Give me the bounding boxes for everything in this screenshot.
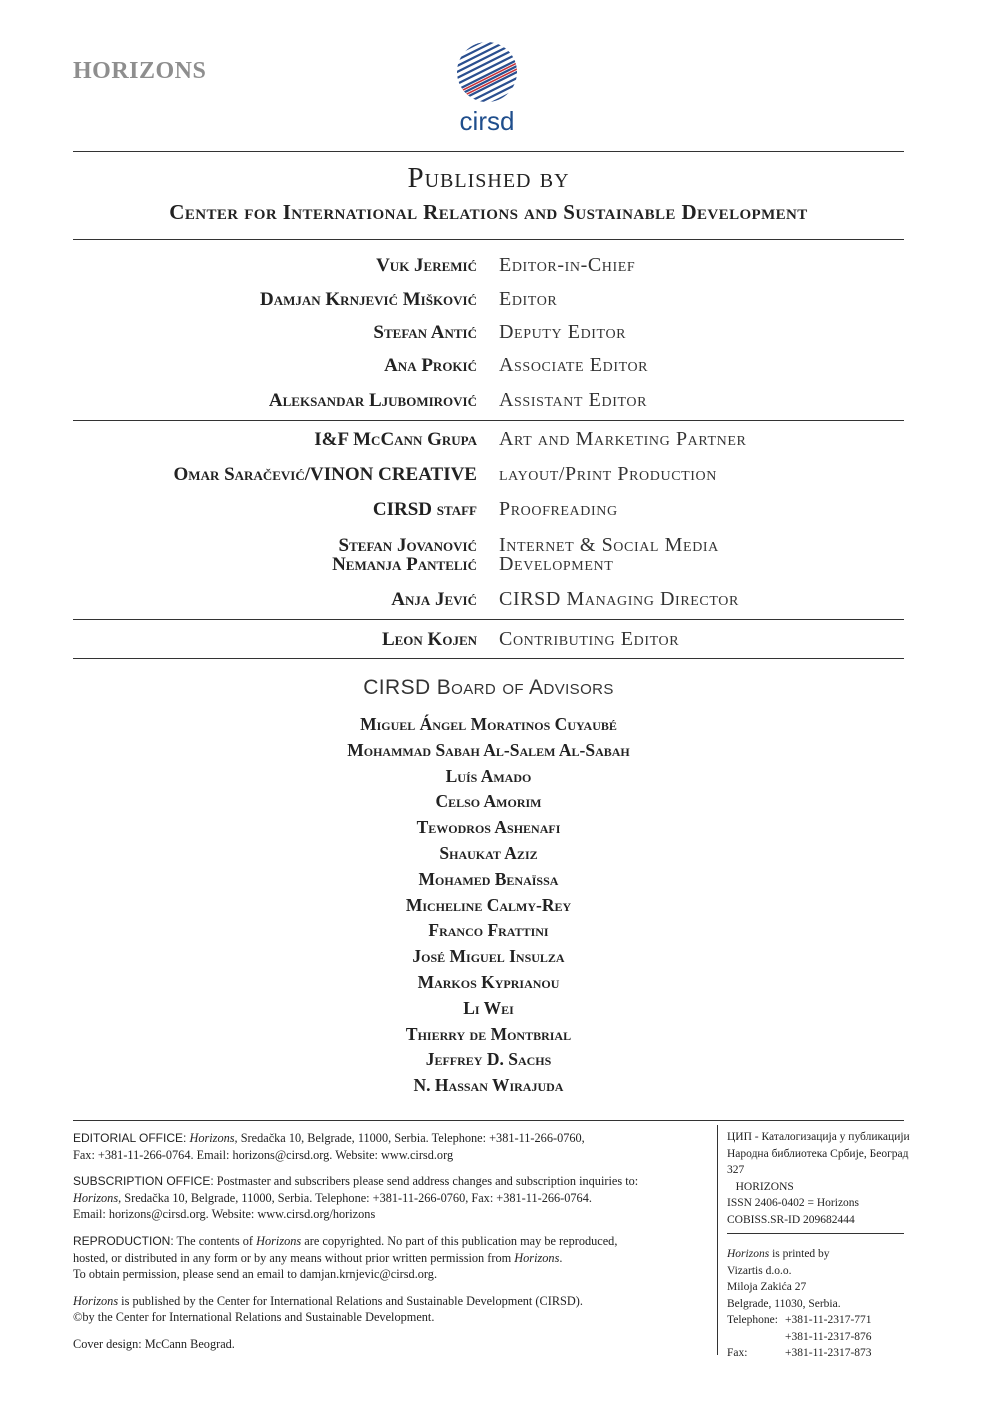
staff-name: Vuk Jeremić xyxy=(376,255,477,276)
printer-heading-text: is printed by xyxy=(769,1248,830,1260)
copyright-text: ©by the Center for International Relations and Sustainable Development. xyxy=(73,1310,435,1325)
masthead-bottom-divider xyxy=(73,658,904,659)
cip-line: 327 xyxy=(727,1164,745,1176)
subscription-contact: Email: horizons@cirsd.org. Website: www.cirsd.org/horizons xyxy=(73,1207,376,1222)
advisor-name: Jeffrey D. Sachs xyxy=(425,1049,552,1070)
printer-line: Belgrade, 11030, Serbia. xyxy=(727,1297,841,1310)
masthead-divider xyxy=(73,619,904,620)
editorial-label: EDITORIAL OFFICE: xyxy=(73,1131,187,1145)
staff-role: Proofreading xyxy=(499,498,618,520)
subscription-label: SUBSCRIPTION OFFICE: xyxy=(73,1174,214,1189)
footer-info xyxy=(73,1130,713,1363)
staff-name: CIRSD staff xyxy=(372,499,477,520)
reproduction-text: . xyxy=(559,1250,563,1265)
reproduction-text: hosted, or distributed in any form or by any means without prior written permission from xyxy=(73,1250,515,1265)
staff-name: Leon Kojen xyxy=(381,629,477,650)
staff-name: Damjan Krnjević Mišković xyxy=(260,289,477,310)
advisor-name: José Miguel Insulza xyxy=(412,946,565,967)
subscription-office xyxy=(73,1173,713,1223)
staff-name: Aleksandar Ljubomirović xyxy=(268,390,477,411)
fax-label: Fax: xyxy=(727,1347,748,1359)
magazine-name: Horizons xyxy=(73,1293,119,1308)
advisor-list xyxy=(73,712,904,1099)
catalog-divider xyxy=(727,1233,904,1234)
published-by-heading: Published by xyxy=(407,162,570,194)
staff-role: Development xyxy=(499,553,614,575)
advisor-name: Micheline Calmy-Rey xyxy=(405,894,572,915)
printer-heading xyxy=(727,1246,907,1263)
printer-phone xyxy=(727,1329,907,1346)
advisor-name: N. Hassan Wirajuda xyxy=(413,1075,564,1096)
publisher-name: Center for International Relations and Sustainable Development xyxy=(169,200,808,224)
printer-phone xyxy=(727,1312,907,1329)
printer-info xyxy=(727,1246,907,1362)
subscription-note: Postmaster and subscribers please send address changes and subscription inquiries to: xyxy=(213,1174,639,1189)
advisor-name: Markos Kyprianou xyxy=(417,971,560,992)
footer-vertical-divider xyxy=(717,1125,718,1355)
magazine-name: Horizons xyxy=(256,1233,302,1248)
printer-line: Miloja Zakića 27 xyxy=(727,1281,807,1293)
advisor-name: Luís Amado xyxy=(445,765,532,786)
phone-number: +381-11-2317-771 xyxy=(785,1314,872,1326)
magazine-name: Horizons, xyxy=(189,1131,238,1145)
staff-role: CIRSD Managing Director xyxy=(499,588,739,610)
cirsd-logo xyxy=(447,38,527,138)
cip-line: ЦИП - Каталогизација у публикацији xyxy=(727,1131,910,1143)
reproduction-permission: To obtain permission, please send an email to damjan.krnjevic@cirsd.org. xyxy=(73,1267,438,1282)
logo-wordmark: cirsd xyxy=(459,106,515,136)
cip-line: Народна библиотека Србије, Београд xyxy=(727,1147,909,1160)
advisor-name: Shaukat Aziz xyxy=(439,842,538,863)
editorial-contact: Fax: +381-11-266-0764. Email: horizons@cirsd.org. Website: www.cirsd.org xyxy=(73,1147,454,1162)
cip-record xyxy=(727,1129,910,1228)
staff-name: Stefan Antić xyxy=(373,322,477,343)
footer-divider xyxy=(73,1120,904,1121)
editorial-office xyxy=(73,1130,713,1163)
staff-role: layout/Print Production xyxy=(499,463,717,485)
printer-line: Vizartis d.o.o. xyxy=(727,1264,792,1277)
magazine-name: Horizons xyxy=(73,1190,119,1205)
fax-number: +381-11-2317-873 xyxy=(785,1347,872,1359)
magazine-brand: HORIZONS xyxy=(73,58,207,84)
staff-name: Omar Saračević/VINON CREATIVE xyxy=(173,464,477,485)
printer-fax xyxy=(727,1345,907,1362)
cip-line: HORIZONS xyxy=(727,1180,794,1193)
magazine-name: Horizons xyxy=(727,1248,770,1260)
staff-name: Anja Jević xyxy=(391,589,477,610)
phone-label: Telephone: xyxy=(727,1314,778,1326)
staff-role: Associate Editor xyxy=(499,354,649,376)
masthead-top-divider xyxy=(73,239,904,240)
staff-role: Internet & Social Media xyxy=(499,534,719,556)
advisor-name: Mohamed Benaïssa xyxy=(418,868,559,889)
cip-line: ISSN 2406-0402 = Horizons xyxy=(727,1197,860,1209)
reproduction-notice xyxy=(73,1233,713,1283)
subscription-address: , Sredačka 10, Belgrade, 11000, Serbia. Telephone: +381-11-266-0760, Fax: +381-11-266-0764. xyxy=(118,1190,592,1205)
staff-role: Assistant Editor xyxy=(499,389,648,411)
staff-name: Stefan Jovanović xyxy=(338,535,477,556)
globe-logo-icon xyxy=(447,38,527,106)
advisor-name: Celso Amorim xyxy=(435,791,542,812)
publisher-text: is published by the Center for International Relations and Sustainable Development (CIRSD). xyxy=(118,1293,583,1308)
advisor-name: Thierry de Montbrial xyxy=(405,1023,572,1044)
catalog-and-printer xyxy=(727,1129,910,1362)
reproduction-text: are copyrighted. No part of this publication may be reproduced, xyxy=(301,1233,618,1248)
staff-role: Deputy Editor xyxy=(499,321,627,343)
reproduction-label: REPRODUCTION: xyxy=(73,1233,174,1248)
board-title: CIRSD Board of Advisors xyxy=(363,676,614,699)
reproduction-text: The contents of xyxy=(173,1233,257,1248)
magazine-name: Horizons xyxy=(514,1250,560,1265)
publisher-notice xyxy=(73,1293,713,1326)
staff-role: Art and Marketing Partner xyxy=(499,428,747,450)
staff-name: Nemanja Pantelić xyxy=(332,554,477,575)
staff-role: Contributing Editor xyxy=(499,628,680,650)
header-divider xyxy=(73,151,904,152)
staff-role: Editor-in-Chief xyxy=(499,254,636,276)
staff-name: I&F McCann Grupa xyxy=(314,429,477,450)
advisor-name: Mohammad Sabah Al-Salem Al-Sabah xyxy=(347,739,630,760)
advisor-name: Li Wei xyxy=(463,997,514,1018)
staff-name: Ana Prokić xyxy=(384,355,477,376)
advisor-name: Franco Frattini xyxy=(428,920,549,941)
advisor-name: Miguel Ángel Moratinos Cuyaubé xyxy=(360,714,617,734)
editorial-address: Sredačka 10, Belgrade, 11000, Serbia. Telephone: +381-11-266-0760, xyxy=(237,1131,585,1145)
cip-line: COBISS.SR-ID 209682444 xyxy=(727,1213,855,1226)
staff-role: Editor xyxy=(499,288,558,310)
masthead-divider xyxy=(73,420,904,421)
phone-number: +381-11-2317-876 xyxy=(785,1330,872,1343)
advisor-name: Tewodros Ashenafi xyxy=(416,817,561,838)
cover-credit: Cover design: McCann Beograd. xyxy=(73,1336,235,1351)
